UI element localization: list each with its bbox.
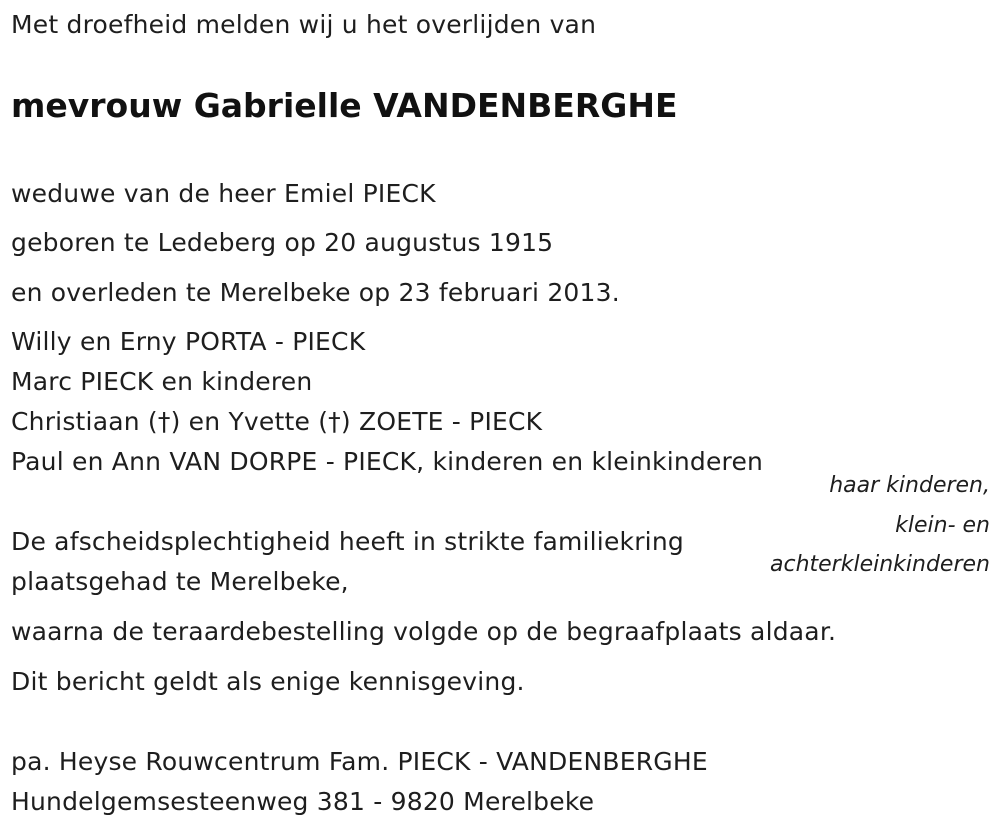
ceremony-line: plaatsgehad te Merelbeke, — [11, 567, 349, 596]
disclaimer-line: Dit bericht geldt als enige kennisgeving. — [11, 667, 525, 696]
contact-line: pa. Heyse Rouwcentrum Fam. PIECK - VANDENBERGHE — [11, 747, 708, 776]
descendants-line: achterkleinkinderen — [770, 552, 990, 577]
descendants-line: klein- en — [895, 513, 990, 538]
family-line: Willy en Erny PORTA - PIECK — [11, 327, 366, 356]
deceased-name: mevrouw Gabrielle VANDENBERGHE — [11, 86, 678, 125]
family-line: Paul en Ann VAN DORPE - PIECK, kinderen en kleinkinderen — [11, 447, 764, 476]
ceremony-line: De afscheidsplechtigheid heeft in strikte familiekring — [11, 527, 684, 556]
family-line: Christiaan (†) en Yvette (†) ZOETE - PIECK — [11, 407, 543, 436]
birth-line: geboren te Ledeberg op 20 augustus 1915 — [11, 228, 554, 257]
burial-line: waarna de teraardebestelling volgde op de begraafplaats aldaar. — [11, 617, 837, 646]
death-line: en overleden te Merelbeke op 23 februari 2013. — [11, 278, 620, 307]
family-line: Marc PIECK en kinderen — [11, 367, 313, 396]
spouse-line: weduwe van de heer Emiel PIECK — [11, 179, 436, 208]
contact-address: Hundelgemsesteenweg 381 - 9820 Merelbeke — [11, 787, 595, 816]
descendants-line: haar kinderen, — [829, 473, 990, 498]
intro-text: Met droefheid melden wij u het overlijden van — [11, 10, 597, 39]
